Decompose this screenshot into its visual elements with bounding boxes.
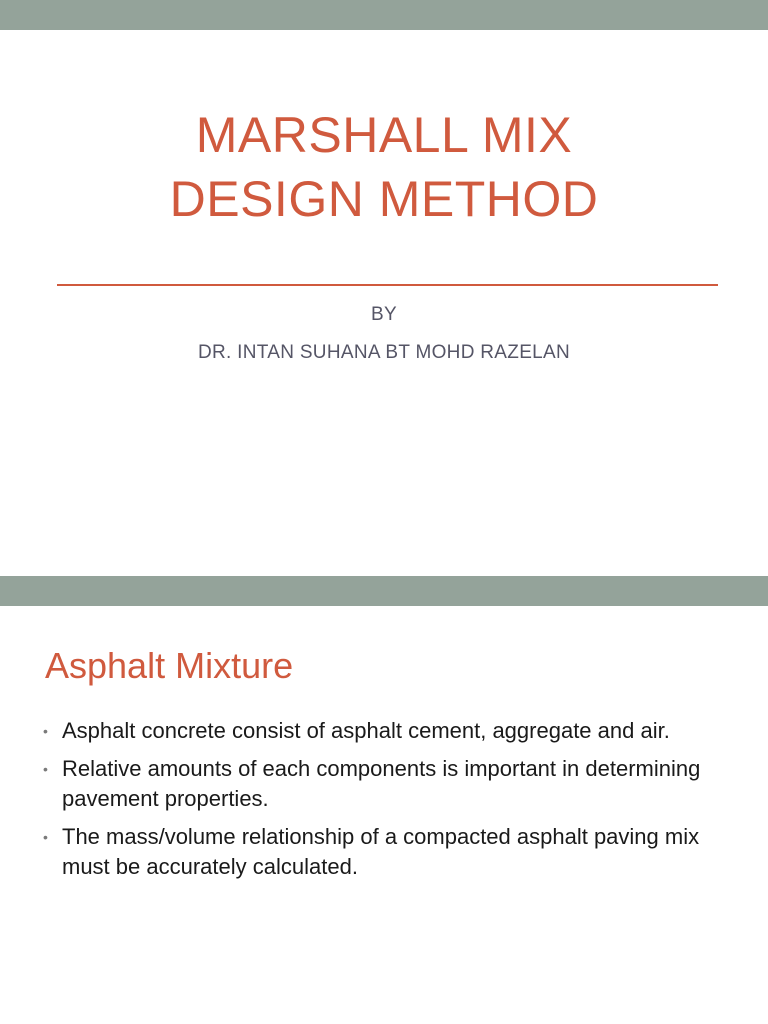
slide-title-line-1: MARSHALL MIX	[195, 107, 573, 163]
bullet-dot-icon: •	[43, 723, 48, 739]
bullet-list	[40, 716, 720, 890]
bullet-text: The mass/volume relationship of a compacted asphalt paving mix must be accurately calculated.	[62, 824, 700, 879]
slide-header-bar	[0, 0, 768, 30]
bullet-dot-icon: •	[43, 761, 48, 777]
slide-header-bar	[0, 576, 768, 606]
title-divider	[57, 284, 718, 286]
subtitle-by: BY	[371, 304, 397, 325]
bullet-dot-icon: •	[43, 829, 48, 845]
bullet-text: Relative amounts of each components is important in determining pavement properties.	[62, 756, 701, 811]
slide-title	[0, 103, 768, 231]
bullet-item	[40, 754, 720, 814]
bullet-text: Asphalt concrete consist of asphalt cement, aggregate and air.	[62, 718, 670, 743]
author-name: DR. INTAN SUHANA BT MOHD RAZELAN	[197, 342, 571, 363]
bullet-item	[40, 822, 720, 882]
slide-heading: Asphalt Mixture	[45, 645, 294, 686]
slide-title-line-2: DESIGN METHOD	[169, 171, 599, 227]
bullet-item	[40, 716, 720, 746]
